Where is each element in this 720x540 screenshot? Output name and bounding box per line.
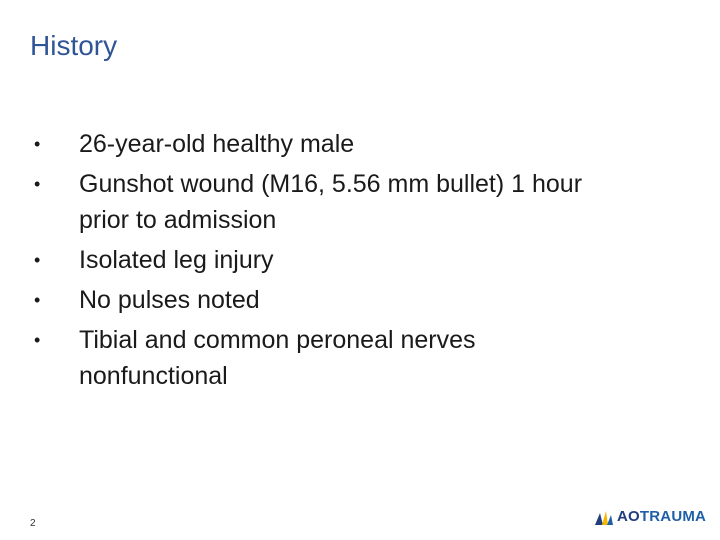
bullet-marker: • <box>34 330 41 350</box>
ao-trauma-logo <box>594 507 706 527</box>
bullet-item <box>28 126 668 162</box>
logo-text-ao: AO <box>617 508 640 525</box>
ao-logo-icon <box>594 507 614 527</box>
bullet-text-line: Isolated leg injury <box>79 246 274 274</box>
logo-text <box>617 507 706 527</box>
bullet-text-line: Gunshot wound (M16, 5.56 mm bullet) 1 hour <box>79 170 583 198</box>
bullet-text <box>79 166 668 238</box>
bullet-text-line: prior to admission <box>79 206 277 234</box>
page-number: 2 <box>30 518 36 529</box>
bullet-item <box>28 322 668 394</box>
slide-title: History <box>30 30 118 61</box>
bullet-text-line: Tibial and common peroneal nerves <box>79 326 476 354</box>
bullet-text-line: No pulses noted <box>79 286 260 314</box>
bullet-text-line: 26-year-old healthy male <box>79 130 355 158</box>
bullet-item <box>28 242 668 278</box>
bullet-item <box>28 166 668 238</box>
bullet-marker: • <box>34 174 41 194</box>
bullet-marker: • <box>34 250 41 270</box>
bullet-text <box>79 282 668 318</box>
bullet-marker: • <box>34 290 41 310</box>
bullet-text-line: nonfunctional <box>79 362 228 390</box>
bullet-marker: • <box>34 134 41 154</box>
bullet-text <box>79 242 668 278</box>
bullet-text <box>79 126 668 162</box>
logo-text-trauma: TRAUMA <box>639 508 707 525</box>
bullet-item <box>28 282 668 318</box>
bullet-list <box>28 126 668 398</box>
bullet-text <box>79 322 668 394</box>
